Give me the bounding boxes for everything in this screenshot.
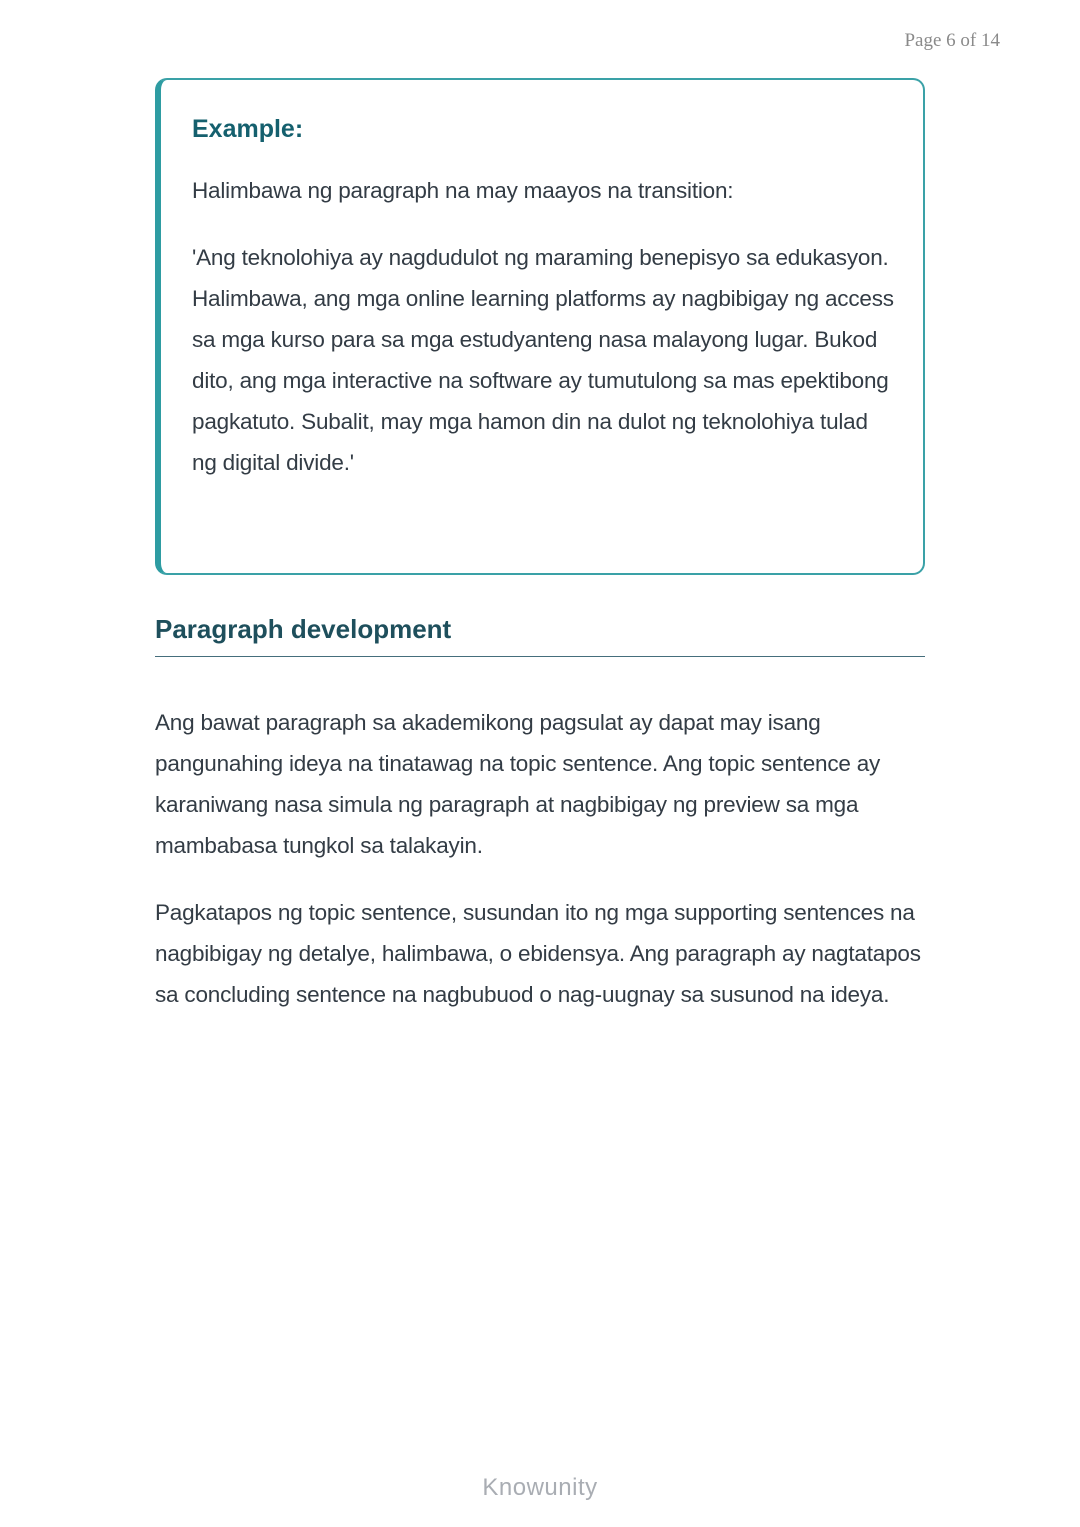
footer-brand: Knowunity	[482, 1474, 598, 1501]
section-body	[155, 702, 925, 1015]
example-box	[155, 78, 925, 575]
body-paragraph: Pagkatapos ng topic sentence, susundan ito ng mga supporting sentences na nagbibigay ng detalye, halimbawa, o ebidensya. Ang paragraph ay nagtatapos sa concluding sentence na nagbubuod o nag-uugnay sa susunod na ideya.	[155, 900, 921, 1007]
example-box-title: Example:	[192, 115, 304, 143]
section-heading: Paragraph development	[155, 614, 452, 644]
document-content	[155, 78, 925, 1041]
section-heading-underline	[155, 614, 925, 657]
body-paragraph: Ang bawat paragraph sa akademikong pagsulat ay dapat may isang pangunahing ideya na tinatawag na topic sentence. Ang topic sentence ay karaniwang nasa simula ng paragraph at nagbibigay ng preview sa mga mambabasa tungkol sa talakayin.	[155, 710, 881, 858]
page-number: Page 6 of 14	[904, 30, 1000, 51]
example-intro-text: Halimbawa ng paragraph na may maayos na transition:	[192, 178, 734, 203]
example-quote-text: 'Ang teknolohiya ay nagdudulot ng maraming benepisyo sa edukasyon. Halimbawa, ang mga online learning platforms ay nagbibigay ng access sa mga kurso para sa mga estudyanteng nasa malayong lugar. Bukod dito, ang mga interactive na software ay tumutulong sa mas epektibong pagkatuto. Subalit, may mga hamon din na dulot ng teknolohiya tulad ng digital divide.'	[192, 245, 894, 475]
